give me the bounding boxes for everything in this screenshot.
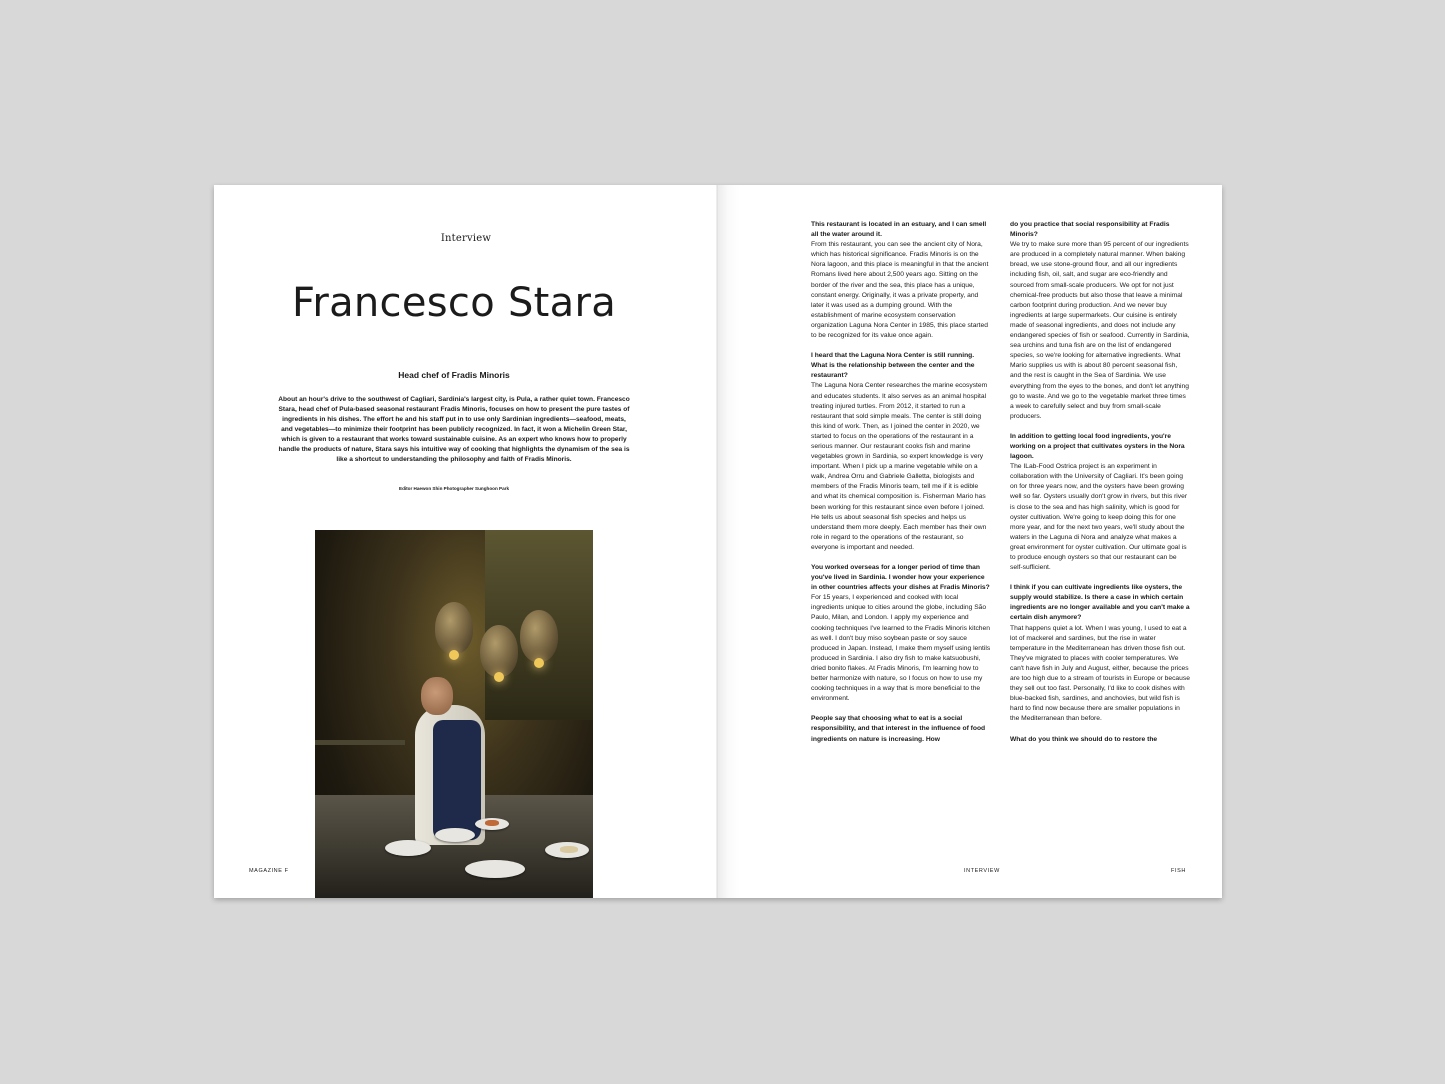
lamp-glow <box>534 658 544 668</box>
interview-answer: From this restaurant, you can see the ancient city of Nora, which has historical significance. Fradis Minoris is on the Nora lagoon, and this place is meaningful in that the ancient Romans lived here about 2,500 years ago. Sitting on the border of the river and the sea, this place has a unique, constant energy. Originally, it was a private property, and later it was used as a dumping ground. With the establishment of marine ecosystem conservation organization Laguna Nora Center in 1985, this place started to be recognized for its value once again. <box>811 241 989 340</box>
interview-question: do you practice that social responsibility at Fradis Minoris? <box>1010 221 1170 239</box>
plate <box>385 840 431 856</box>
interview-answer: The Laguna Nora Center researches the marine ecosystem and educates students. It also serves as an animal hospital treating injured turtles. From 2012, it started to run a restaurant that sold simple meals. The center is still doing this kind of work. Then, as I joined the center in 2020, we started to focus on the operations of the restaurant in a serious manner. Our restaurant cooks fish and marine vegetables grown in Sardinia, so expert knowledge is very important. When I pick up a marine vegetable while on a walk, Andrea Orru and Gabriele Galletta, biologists and members of the Fradis Minoris team, tell me if it is edible and what its chemical composition is. Fisherman Mario has been working for this restaurant since even before I joined. He tells us about seasonal fish species and helps us understand them more deeply. Each member has their own role in regard to the operations of the restaurant, so everyone is important and needed. <box>811 382 988 551</box>
interview-question: I think if you can cultivate ingredients like oysters, the supply would stabilize. Is there a case in which certain ingredients are no longer available and you can't make a certain dish anymore? <box>1010 584 1190 622</box>
folio-magazine: MAGAZINE F <box>249 868 289 874</box>
photo-shelf <box>315 740 405 745</box>
interview-question: I heard that the Laguna Nora Center is still running. What is the relationship between the center and the restaurant? <box>811 352 975 380</box>
folio-issue: FISH <box>1171 868 1186 874</box>
pendant-lamp <box>520 610 558 662</box>
chef-apron <box>433 720 481 840</box>
article-credits: Editor Haewon Shin Photographer Sunghoon Park <box>399 486 509 491</box>
article-subtitle: Head chef of Fradis Minoris <box>398 370 510 380</box>
food <box>485 820 499 826</box>
section-kicker: Interview <box>440 233 492 244</box>
interview-question: What do you think we should do to restore the <box>1010 735 1158 743</box>
lamp-glow <box>449 650 459 660</box>
chef-photo <box>315 530 593 898</box>
interview-question: In addition to getting local food ingredients, you're working on a project that cultivates oysters in the Nora lagoon. <box>1010 432 1185 461</box>
interview-answer: For 15 years, I experienced and cooked with local ingredients unique to cities around the globe, including São Paulo, Milan, and London. I apply my experience and cooking techniques I've learned to the Fradis Minoris kitchen as well. I don't buy miso soybean paste or soy sauce produced in Japan. Instead, I make them myself using lentils produced in Sardinia. I also dry fish to make katsuobushi, dried bonito flakes. At Fradis Minoris, I'm learning how to better harmonize with nature, so I focus on how to use my cooking techniques in a way that is more beneficial to the environment. <box>811 594 991 703</box>
interview-question: People say that choosing what to eat is a social responsibility, and that interest in the influence of food ingredients on nature is increasing. How <box>811 715 986 743</box>
pendant-lamp <box>435 602 473 654</box>
magazine-spread <box>214 185 1222 898</box>
right-page <box>718 185 1222 898</box>
folio-section: INTERVIEW <box>964 868 1000 874</box>
left-page <box>214 185 718 898</box>
text-column-2 <box>1010 220 1190 745</box>
interview-answer: We try to make sure more than 95 percent of our ingredients are produced in a completely natural manner. When baking bread, we use stone-ground flour, and all our ingredients including fish, oil, salt, and sugar are eco-friendly and sourced from small-scale producers. We opt for not just chemical-free products but also those that leave a minimal carbon footprint during production. And we never buy ingredients at large supermarkets. Our cuisine is entirely made of seasonal ingredients, and does not include any endangered species of fish or seafood. Currently in Sardinia, sea urchins and tuna fish are on the list of endangered species, so we're looking for alternative ingredients. What Mario supplies us with is about 80 percent seasonal fish, and the rest is caught in the Sea of Sardinia. We use everything from the eyes to the bones, and don't let anything go to waste. And we go to the vegetable market three times a week to carefully select and buy from small-scale producers. <box>1010 241 1190 420</box>
plate <box>435 828 475 842</box>
plate <box>465 860 525 878</box>
food <box>560 846 578 853</box>
interview-answer: The ILab-Food Ostrica project is an experiment in collaboration with the University of Cagliari. It's been going on for three years now, and the oysters have been growing well so far. Oysters usually don't grow in rivers, but this river is close to the sea and has high salinity, which is good for oyster cultivation. We're going to keep doing this for one more year, and for the next two years, we'll study about the waters in the Laguna di Nora and analyze what makes a great environment for oyster cultivation. Our ultimate goal is to produce enough oysters so that our restaurant can be self-sufficient. <box>1010 463 1188 572</box>
interview-question: You worked overseas for a longer period of time than you've lived in Sardinia. I wonder how your experience in other countries affects your dishes at Fradis Minoris? <box>811 564 990 592</box>
text-column-1 <box>811 220 991 745</box>
article-title: Francesco Stara <box>291 280 617 326</box>
lamp-glow <box>494 672 504 682</box>
interview-answer: That happens quiet a lot. When I was young, I used to eat a lot of mackerel and sardines, but the rise in water temperature in the Mediterranean has driven those fish out. They've migrated to places with cooler temperatures. We can't have fish in July and August, either, because the prices are too high due to a stream of tourists in Europe or because they sell out too fast. Personally, I'd like to cook dishes with blue-backed fish, sardines, and anchovies, but wild fish is hard to find now because there are smaller populations in the Mediterranean than before. <box>1010 624 1190 723</box>
article-lede: About an hour's drive to the southwest of Cagliari, Sardinia's largest city, is Pula, a rather quiet town. Francesco Stara, head chef of Pula-based seasonal restaurant Fradis Minoris, focuses on how to present the pure tastes of ingredients in his dishes. The effort he and his staff put in to use only Sardinian ingredients—seafood, meats, and vegetables—to minimize their footprint has been publicly recognized. In fact, it won a Michelin Green Star, which is given to a restaurant that works toward sustainable cuisine. As an expert who knows how to properly handle the products of nature, Stara says his intuitive way of cooking that highlights the dynamism of the sea is like a shortcut to understanding the philosophy and faith of Fradis Minoris. <box>278 396 630 463</box>
interview-question: This restaurant is located in an estuary, and I can smell all the water around it. <box>811 221 987 239</box>
pendant-lamp <box>480 625 518 677</box>
chef-head <box>421 677 453 715</box>
